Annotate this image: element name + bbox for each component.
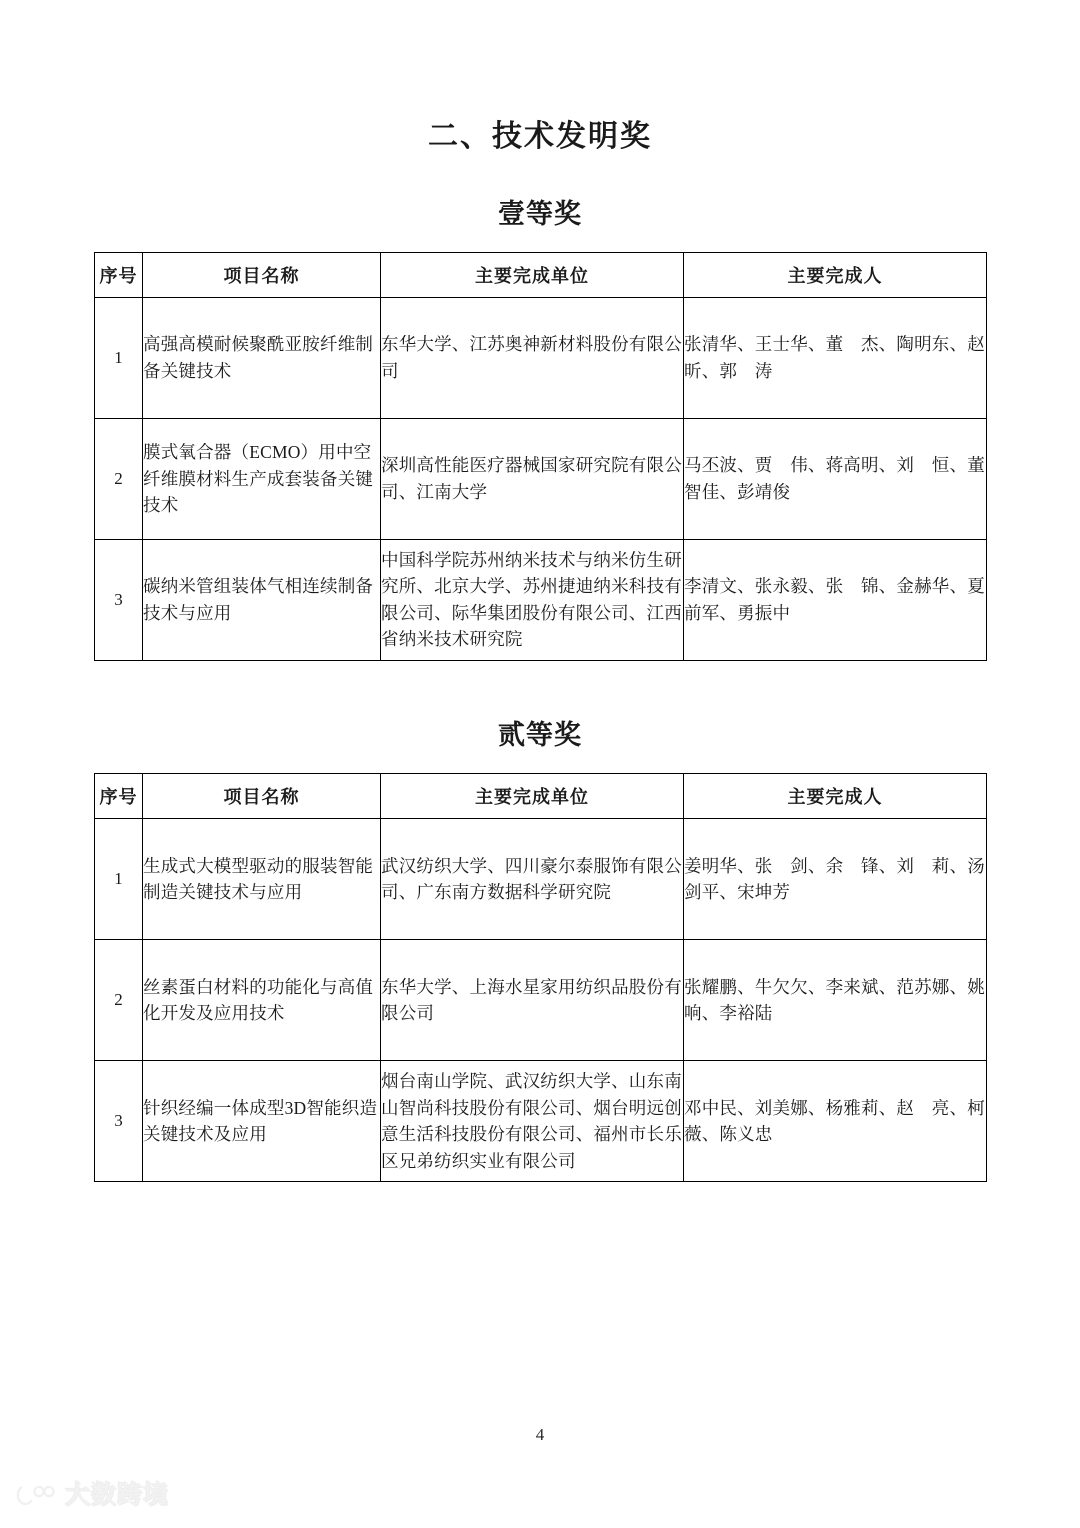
table-row (95, 539, 987, 660)
award-section-first-prize (0, 156, 1080, 661)
table-row (95, 819, 987, 940)
column-header-no: 序号 (95, 252, 143, 297)
watermark-text: 大数跨境 (65, 1480, 170, 1509)
award-table-second-prize (94, 773, 1003, 1182)
table-row (95, 1061, 987, 1182)
cell-main-contributors: 张清华、王士华、董 杰、陶明东、赵 昕、郭 涛 (684, 297, 987, 418)
column-header-main-units: 主要完成单位 (381, 252, 684, 297)
page-title: 二、技术发明奖 (428, 120, 652, 153)
table-row (95, 418, 987, 539)
cell-no: 3 (95, 539, 143, 660)
award-table-wrapper (94, 252, 1003, 661)
table-header-row (95, 774, 987, 819)
cell-main-units: 中国科学院苏州纳米技术与纳米仿生研究所、北京大学、苏州捷迪纳米科技有限公司、际华集团股份有限公司、江西省纳米技术研究院 (381, 539, 684, 660)
cell-main-contributors: 姜明华、张 剑、余 锋、刘 莉、汤剑平、宋坤芳 (684, 819, 987, 940)
column-header-main-contributors: 主要完成人 (684, 252, 987, 297)
cell-main-units: 武汉纺织大学、四川豪尔泰服饰有限公司、广东南方数据科学研究院 (381, 819, 684, 940)
section-title: 贰等奖 (498, 719, 582, 750)
cell-main-contributors: 李清文、张永毅、张 锦、金赫华、夏前军、勇振中 (684, 539, 987, 660)
column-header-main-contributors: 主要完成人 (684, 774, 987, 819)
award-table-wrapper (94, 773, 1003, 1182)
cell-main-units: 烟台南山学院、武汉纺织大学、山东南山智尚科技股份有限公司、烟台明远创意生活科技股份有限公司、福州市长乐区兄弟纺织实业有限公司 (381, 1061, 684, 1182)
cell-main-contributors: 张耀鹏、牛欠欠、李来斌、范苏娜、姚 响、李裕陆 (684, 940, 987, 1061)
cell-project-name: 膜式氧合器（ECMO）用中空纤维膜材料生产成套装备关键技术 (143, 418, 381, 539)
cell-main-contributors: 邓中民、刘美娜、杨雅莉、赵 亮、柯 薇、陈义忠 (684, 1061, 987, 1182)
section-title: 壹等奖 (498, 198, 582, 229)
cell-main-contributors: 马丕波、贾 伟、蒋高明、刘 恒、董智佳、彭靖俊 (684, 418, 987, 539)
cell-project-name: 针织经编一体成型3D智能织造关键技术及应用 (143, 1061, 381, 1182)
page-number: 4 (535, 1425, 545, 1444)
watermark (14, 1482, 169, 1508)
table-row (95, 297, 987, 418)
award-table-first-prize (94, 252, 1003, 661)
column-header-project-name: 项目名称 (143, 774, 381, 819)
cell-main-units: 深圳高性能医疗器械国家研究院有限公司、江南大学 (381, 418, 684, 539)
cell-project-name: 高强高模耐候聚酰亚胺纤维制备关键技术 (143, 297, 381, 418)
table-row (95, 940, 987, 1061)
cell-no: 2 (95, 418, 143, 539)
table-header-row (95, 252, 987, 297)
cell-no: 3 (95, 1061, 143, 1182)
cell-no: 2 (95, 940, 143, 1061)
cell-main-units: 东华大学、江苏奥神新材料股份有限公司 (381, 297, 684, 418)
brand-logo-icon (14, 1482, 56, 1508)
cell-main-units: 东华大学、上海水星家用纺织品股份有限公司 (381, 940, 684, 1061)
cell-project-name: 碳纳米管组装体气相连续制备技术与应用 (143, 539, 381, 660)
cell-no: 1 (95, 819, 143, 940)
column-header-no: 序号 (95, 774, 143, 819)
cell-project-name: 生成式大模型驱动的服装智能制造关键技术与应用 (143, 819, 381, 940)
column-header-main-units: 主要完成单位 (381, 774, 684, 819)
column-header-project-name: 项目名称 (143, 252, 381, 297)
cell-no: 1 (95, 297, 143, 418)
cell-project-name: 丝素蛋白材料的功能化与高值化开发及应用技术 (143, 940, 381, 1061)
award-section-second-prize (0, 719, 1080, 1182)
